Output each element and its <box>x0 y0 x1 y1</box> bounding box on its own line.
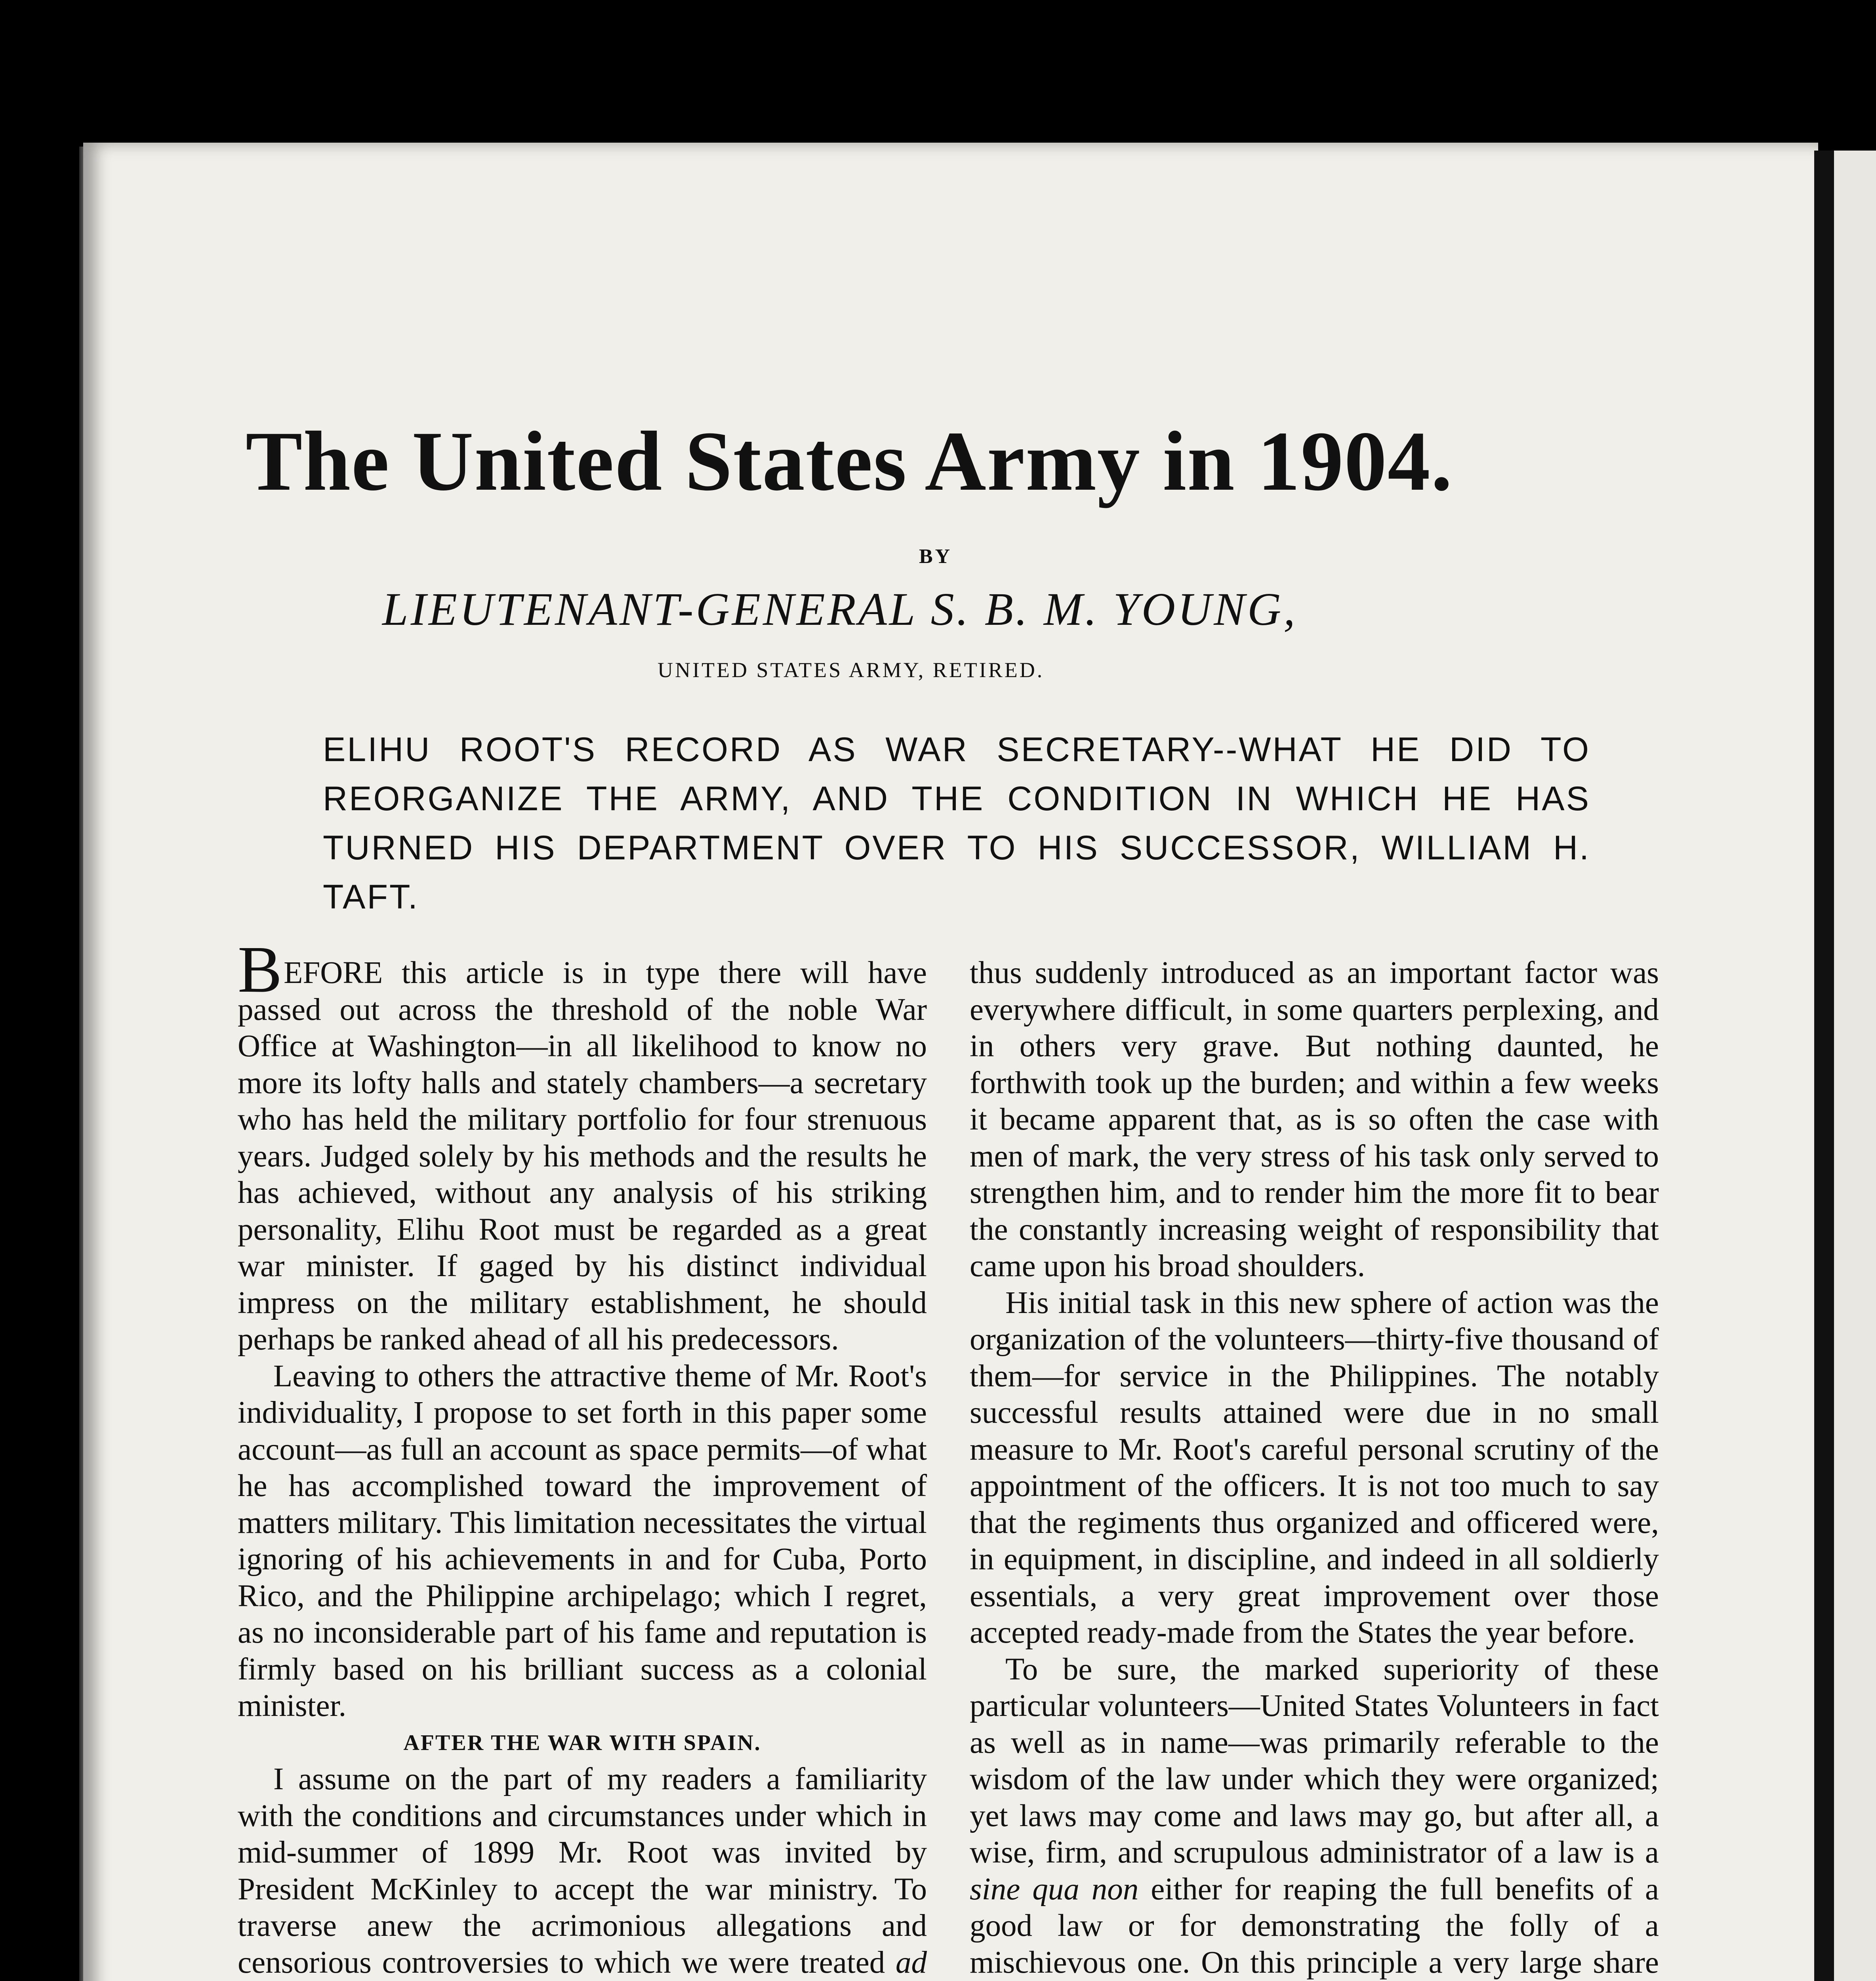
author-name: LIEUTENANT-GENERAL S. B. M. YOUNG, <box>382 583 1298 635</box>
next-page-edge <box>1834 151 1876 1981</box>
body-paragraph: To be sure, the marked superiority of these particular volunteers—United States Volunteers in fact as well as in name—was primarily referable to the wisdom of the law under which they were organized; yet laws may come and laws may go, but after all, a wise, firm, and scrupulous administrator of a law is a sine qua non either for reaping the full benefits of a good law or for demonstrating the folly of a mischievous one. On this principle a very large share <box>970 1652 1659 1980</box>
author-rank: UNITED STATES ARMY, RETIRED. <box>658 658 1045 682</box>
article-deck: ELIHU ROOT'S RECORD AS WAR SECRETARY--WHAT HE DID TO REORGANIZE THE ARMY, AND THE CONDITION IN WHICH HE HAS TURNED HIS DEPARTMENT OVER TO HIS SUCCESSOR, WILLIAM H. TAFT. <box>323 731 1590 916</box>
body-paragraph: BEFORE this article is in type there will have passed out across the threshold of the noble War Office at Washington—in all likelihood to know no more its lofty halls and stately chambers—a secretary who has held the military portfolio for four strenuous years. Judged solely by his methods and the results he has achieved, without any analysis of his striking personality, Elihu Root must be regarded as a great war minister. If gaged by his distinct individual impress on the military establishment, he should perhaps be ranked ahead of all his predecessors. <box>238 933 927 1357</box>
body-column-left <box>238 933 927 1981</box>
byline-by: BY <box>919 545 953 568</box>
body-paragraph: His initial task in this new sphere of action was the organization of the volunteers—thirty-five thousand of them—for service in the Philippines. The notably successful results attained were due in no small measure to Mr. Root's careful personal scrutiny of the appointment of the officers. It is not too much to say that the regiments thus organized and officered were, in equipment, in discipline, and indeed in all soldierly essentials, a very great improvement over those accepted ready-made from the States the year before. <box>970 1285 1659 1650</box>
article-title: The United States Army in 1904. <box>246 414 1453 508</box>
book-spine <box>1814 151 1834 1981</box>
drop-cap: B <box>238 933 282 1006</box>
section-subhead: AFTER THE WAR WITH SPAIN. <box>403 1730 761 1755</box>
body-paragraph: Leaving to others the attractive theme of Mr. Root's individuality, I propose to set forth in this paper some account—as full an account as space permits—of what he has accomplished toward the improvement of matters military. This limitation necessitates the virtual ignoring of his achievements in and for Cuba, Porto Rico, and the Philippine archipelago; which I regret, as no inconsiderable part of his fame and reputation is firmly based on his brilliant success as a colonial minister. <box>238 1359 927 1723</box>
body-paragraph: I assume on the part of my readers a familiarity with the conditions and circumstances under which in mid-summer of 1899 Mr. Root was invited by President McKinley to accept the war ministry. To traverse anew the acrimonious allegations and censorious controversies to which we were treated ad <box>238 1762 927 1980</box>
body-paragraph: thus suddenly introduced as an important factor was everywhere difficult, in some quarters perplexing, and in others very grave. But nothing daunted, he forthwith took up the burden; and within a few weeks it became apparent that, as is so often the case with men of mark, the very stress of his task only served to strengthen him, and to render him the more fit to bear the constantly increasing weight of responsibility that came upon his broad shoulders. <box>970 956 1659 1283</box>
body-column-right <box>970 955 1659 1981</box>
